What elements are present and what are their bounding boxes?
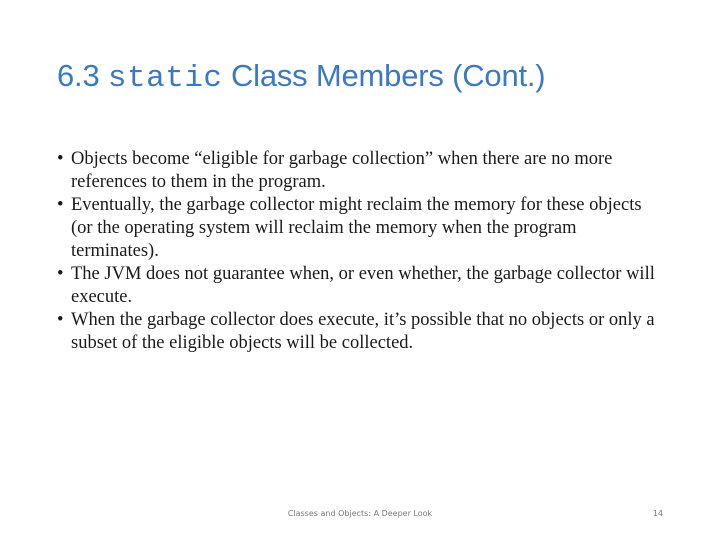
bullet-icon: •	[57, 310, 64, 330]
bullet-item-2	[57, 194, 667, 263]
bullet-text: The JVM does not guarantee when, or even whether, the garbage collector will execute.	[71, 264, 655, 307]
bullet-item-1	[57, 148, 667, 194]
slide-title	[57, 58, 545, 102]
bullet-icon: •	[57, 264, 64, 284]
bullet-icon: •	[57, 149, 64, 169]
title-code-keyword: static	[107, 61, 223, 96]
title-suffix: Class Members (Cont.)	[222, 58, 546, 93]
footer-title: Classes and Objects: A Deeper Look	[287, 509, 433, 518]
bullet-text: Eventually, the garbage collector might reclaim the memory for these objects (or the operating system will reclaim the memory when the program terminates).	[71, 195, 642, 261]
bullet-item-3	[57, 263, 667, 309]
title-prefix: 6.3	[57, 58, 108, 93]
bullet-icon: •	[57, 195, 64, 215]
bullet-list	[57, 148, 667, 355]
bullet-text: When the garbage collector does execute, it’s possible that no objects or only a subset of the eligible objects will be collected.	[71, 310, 655, 353]
bullet-item-4	[57, 309, 667, 355]
bullet-text: Objects become “eligible for garbage collection” when there are no more references to them in the program.	[71, 149, 613, 192]
page-number: 14	[652, 509, 663, 518]
